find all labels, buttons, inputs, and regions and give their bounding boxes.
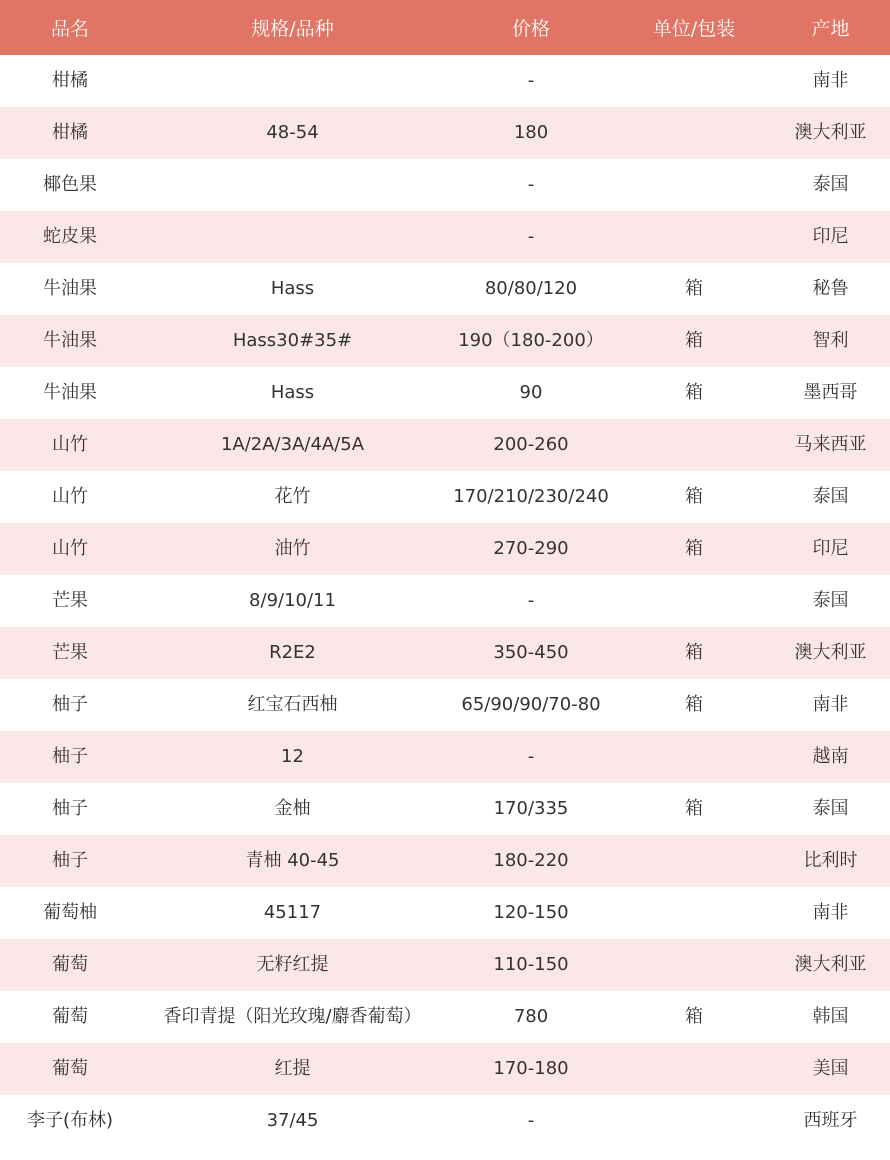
cell-name: 葡萄 <box>52 1006 88 1028</box>
cell-spec: 花竹 <box>274 486 311 508</box>
cell-unit: 箱 <box>685 1006 703 1028</box>
cell-spec: 45117 <box>263 902 322 924</box>
table-row <box>0 835 890 887</box>
cell-unit: 箱 <box>685 538 703 560</box>
table-row <box>0 263 890 315</box>
cell-price: 170/210/230/240 <box>453 486 609 508</box>
cell-name: 芒果 <box>52 642 88 664</box>
cell-spec: 红宝石西柚 <box>247 694 338 716</box>
cell-price: - <box>527 590 535 612</box>
cell-origin: 南非 <box>812 902 849 924</box>
cell-name: 山竹 <box>52 486 88 508</box>
table-row <box>0 211 890 263</box>
table-row <box>0 783 890 835</box>
cell-spec: 香印青提（阳光玫瑰/麝香葡萄） <box>163 1006 422 1028</box>
cell-name: 李子(布林) <box>26 1110 114 1132</box>
cell-spec: 12 <box>281 746 304 768</box>
header-price: 价格 <box>511 18 550 40</box>
cell-origin: 马来西亚 <box>794 434 867 456</box>
cell-price: 190（180-200） <box>458 330 604 352</box>
cell-spec: 无籽红提 <box>256 954 329 976</box>
table-row <box>0 991 890 1043</box>
cell-name: 牛油果 <box>43 330 97 352</box>
table-row <box>0 627 890 679</box>
cell-origin: 美国 <box>812 1058 849 1080</box>
cell-origin: 澳大利亚 <box>794 122 867 144</box>
cell-price: 350-450 <box>493 642 569 664</box>
cell-spec: 金柚 <box>274 798 311 820</box>
header-unit: 单位/包装 <box>652 18 736 40</box>
table-header <box>0 0 890 55</box>
cell-name: 柑橘 <box>52 122 88 144</box>
cell-name: 柚子 <box>52 746 88 768</box>
cell-price: 270-290 <box>493 538 569 560</box>
cell-unit: 箱 <box>685 330 703 352</box>
cell-unit: 箱 <box>685 798 703 820</box>
cell-name: 牛油果 <box>43 382 97 404</box>
cell-origin: 南非 <box>812 694 849 716</box>
cell-price: - <box>527 174 535 196</box>
cell-origin: 西班牙 <box>803 1110 858 1132</box>
cell-unit: 箱 <box>685 694 703 716</box>
cell-name: 椰色果 <box>43 174 97 196</box>
cell-price: 110-150 <box>493 954 569 976</box>
cell-price: 170/335 <box>493 798 569 820</box>
table-row <box>0 419 890 471</box>
table-row <box>0 315 890 367</box>
cell-name: 蛇皮果 <box>43 226 97 248</box>
cell-price: 780 <box>513 1006 549 1028</box>
cell-price: - <box>527 1110 535 1132</box>
table-body <box>0 55 890 1160</box>
cell-name: 山竹 <box>52 434 88 456</box>
table-row <box>0 523 890 575</box>
cell-price: - <box>527 226 535 248</box>
cell-unit: 箱 <box>685 486 703 508</box>
cell-origin: 印尼 <box>812 538 849 560</box>
cell-spec: 青柚 40-45 <box>245 850 340 872</box>
cell-name: 葡萄柚 <box>43 902 97 924</box>
cell-price: - <box>527 70 535 92</box>
cell-name: 柚子 <box>52 850 88 872</box>
cell-spec: 37/45 <box>266 1110 319 1132</box>
cell-price: 90 <box>519 382 543 404</box>
cell-price: 180-220 <box>493 850 569 872</box>
cell-spec: 8/9/10/11 <box>249 590 336 612</box>
cell-origin: 越南 <box>812 746 849 768</box>
table-row <box>0 55 890 107</box>
header-name: 品名 <box>50 18 89 40</box>
cell-name: 柚子 <box>52 798 88 820</box>
table-row <box>0 1095 890 1147</box>
cell-spec: Hass <box>270 278 315 300</box>
cell-origin: 南非 <box>812 70 849 92</box>
cell-price: - <box>527 746 535 768</box>
cell-price: 180 <box>513 122 549 144</box>
cell-origin: 泰国 <box>812 486 849 508</box>
table-row <box>0 939 890 991</box>
cell-origin: 泰国 <box>812 590 849 612</box>
cell-name: 牛油果 <box>43 278 97 300</box>
cell-origin: 智利 <box>812 330 849 352</box>
cell-unit: 箱 <box>685 278 703 300</box>
cell-name: 柑橘 <box>52 70 88 92</box>
cell-origin: 澳大利亚 <box>794 642 867 664</box>
cell-origin: 墨西哥 <box>803 382 858 404</box>
cell-price: 200-260 <box>493 434 569 456</box>
cell-spec: 油竹 <box>274 538 311 560</box>
cell-spec: R2E2 <box>269 642 316 664</box>
cell-origin: 比利时 <box>803 850 858 872</box>
cell-spec: 1A/2A/3A/4A/5A <box>220 434 365 456</box>
cell-origin: 澳大利亚 <box>794 954 867 976</box>
cell-unit: 箱 <box>685 642 703 664</box>
cell-spec: 红提 <box>274 1058 311 1080</box>
table-row <box>0 887 890 939</box>
table-row <box>0 679 890 731</box>
header-origin: 产地 <box>811 18 850 40</box>
table-row <box>0 107 890 159</box>
cell-spec: Hass30#35# <box>232 330 353 352</box>
cell-name: 葡萄 <box>52 954 88 976</box>
cell-name: 柚子 <box>52 694 88 716</box>
cell-spec: Hass <box>270 382 315 404</box>
table-row <box>0 471 890 523</box>
cell-price: 65/90/90/70-80 <box>461 694 601 716</box>
table-row <box>0 367 890 419</box>
cell-price: 170-180 <box>493 1058 569 1080</box>
cell-name: 芒果 <box>52 590 88 612</box>
cell-name: 山竹 <box>52 538 88 560</box>
cell-origin: 印尼 <box>812 226 849 248</box>
table-row <box>0 731 890 783</box>
cell-origin: 泰国 <box>812 798 849 820</box>
cell-price: 80/80/120 <box>484 278 578 300</box>
table-row <box>0 159 890 211</box>
header-spec: 规格/品种 <box>251 18 334 40</box>
cell-origin: 泰国 <box>812 174 849 196</box>
table-row <box>0 575 890 627</box>
table-row <box>0 1043 890 1095</box>
cell-spec: 48-54 <box>266 122 319 144</box>
cell-origin: 秘鲁 <box>812 278 849 300</box>
cell-origin: 韩国 <box>812 1006 849 1028</box>
cell-price: 120-150 <box>493 902 569 924</box>
cell-name: 葡萄 <box>52 1058 88 1080</box>
cell-unit: 箱 <box>685 382 703 404</box>
